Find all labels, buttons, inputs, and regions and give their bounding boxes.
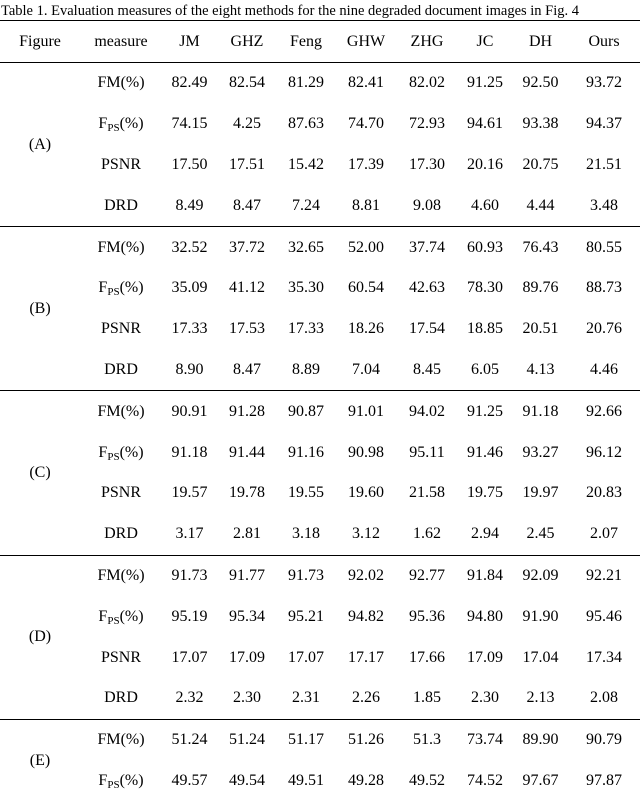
value-cell: 2.08 xyxy=(590,689,618,707)
value-cell: 17.54 xyxy=(409,320,445,338)
table-row xyxy=(0,227,640,268)
value-cell: 96.12 xyxy=(586,443,622,461)
value-cell: 60.93 xyxy=(457,227,513,268)
header-ghw: GHW xyxy=(346,32,386,50)
table-row xyxy=(0,104,640,145)
table-row xyxy=(0,678,640,719)
value-cell: 89.90 xyxy=(513,719,568,760)
table-header xyxy=(0,21,640,63)
value-cell: 91.84 xyxy=(457,555,513,596)
value-cell: 7.04 xyxy=(352,360,380,378)
value-cell: 2.31 xyxy=(292,689,320,707)
value-cell: 2.94 xyxy=(471,525,499,543)
value-cell: 82.41 xyxy=(335,63,397,104)
value-cell: 94.80 xyxy=(467,607,503,625)
value-cell: 19.60 xyxy=(348,484,384,502)
value-cell: 17.09 xyxy=(467,648,503,666)
value-cell: 94.02 xyxy=(397,391,457,432)
value-cell: 8.49 xyxy=(175,196,204,214)
value-cell: 17.51 xyxy=(229,155,265,173)
value-cell: 95.46 xyxy=(586,607,622,625)
value-cell: 92.09 xyxy=(513,555,568,596)
value-cell: 19.78 xyxy=(229,484,265,502)
value-cell: 1.85 xyxy=(413,689,441,707)
value-cell: 95.34 xyxy=(229,607,265,625)
value-cell: 91.44 xyxy=(229,443,265,461)
value-cell: 82.54 xyxy=(217,63,277,104)
figure-group xyxy=(0,227,640,391)
figure-label: (C) xyxy=(0,391,80,555)
table-row xyxy=(0,350,640,391)
header-row xyxy=(0,21,640,63)
value-cell: 4.46 xyxy=(590,360,618,378)
table-row xyxy=(0,761,640,802)
measure-label: FM(%) xyxy=(80,391,162,432)
measure-label: FM(%) xyxy=(80,63,162,104)
value-cell: 17.39 xyxy=(348,155,384,173)
value-cell: 6.05 xyxy=(471,360,499,378)
value-cell: 49.57 xyxy=(171,771,208,789)
value-cell: 82.02 xyxy=(397,63,457,104)
value-cell: 20.16 xyxy=(467,155,503,173)
value-cell: 20.75 xyxy=(522,155,559,173)
value-cell: 17.50 xyxy=(171,155,208,173)
table-row xyxy=(0,185,640,226)
value-cell: 2.45 xyxy=(526,525,555,543)
value-cell: 51.26 xyxy=(335,719,397,760)
table-row xyxy=(0,596,640,637)
value-cell: 51.24 xyxy=(217,719,277,760)
value-cell: 17.34 xyxy=(586,648,622,666)
value-cell: 87.63 xyxy=(288,115,324,133)
value-cell: 90.79 xyxy=(568,719,640,760)
figure-label: (E) xyxy=(0,719,80,801)
header-jc: JC xyxy=(476,32,494,50)
measure-subscript: PS xyxy=(107,450,120,463)
value-cell: 17.04 xyxy=(522,648,559,666)
value-cell: 92.77 xyxy=(397,555,457,596)
value-cell: 80.55 xyxy=(568,227,640,268)
measure-label xyxy=(80,761,162,802)
value-cell: 3.48 xyxy=(590,196,618,214)
value-cell: 4.25 xyxy=(233,115,261,133)
measure-label xyxy=(80,596,162,637)
value-cell: 17.30 xyxy=(409,155,445,173)
value-cell: 91.25 xyxy=(457,391,513,432)
value-cell: 91.46 xyxy=(467,443,503,461)
measure-label: PSNR xyxy=(100,155,142,173)
value-cell: 15.42 xyxy=(288,155,324,173)
value-cell: 95.19 xyxy=(171,607,208,625)
value-cell: 52.00 xyxy=(335,227,397,268)
value-cell: 93.72 xyxy=(568,63,640,104)
measure-unit: (%) xyxy=(119,443,144,461)
value-cell: 91.01 xyxy=(335,391,397,432)
measure-label: FM(%) xyxy=(80,227,162,268)
value-cell: 8.90 xyxy=(175,360,204,378)
value-cell: 81.29 xyxy=(277,63,335,104)
value-cell: 8.45 xyxy=(413,360,441,378)
value-cell: 1.62 xyxy=(413,525,441,543)
header-ours: Ours xyxy=(588,32,620,50)
figure-group xyxy=(0,63,640,227)
value-cell: 91.18 xyxy=(171,443,208,461)
measure-unit: (%) xyxy=(119,115,144,133)
value-cell: 21.51 xyxy=(586,155,622,173)
table-row xyxy=(0,555,640,596)
measure-unit: (%) xyxy=(119,607,144,625)
value-cell: 92.66 xyxy=(568,391,640,432)
results-table xyxy=(0,21,640,801)
header-zhg: ZHG xyxy=(410,32,444,50)
value-cell: 91.73 xyxy=(277,555,335,596)
measure-label: DRD xyxy=(104,196,138,214)
value-cell: 91.25 xyxy=(457,63,513,104)
value-cell: 35.30 xyxy=(288,279,324,297)
value-cell: 60.54 xyxy=(348,279,384,297)
value-cell: 78.30 xyxy=(467,279,503,297)
table-row xyxy=(0,432,640,473)
value-cell: 92.02 xyxy=(335,555,397,596)
value-cell: 91.28 xyxy=(217,391,277,432)
measure-base: F xyxy=(98,443,108,461)
value-cell: 42.63 xyxy=(409,279,445,297)
measure-subscript: PS xyxy=(107,614,120,627)
value-cell: 18.85 xyxy=(467,320,503,338)
value-cell: 2.81 xyxy=(233,525,261,543)
measure-label xyxy=(80,104,162,145)
figure-label: (B) xyxy=(0,227,80,391)
value-cell: 51.17 xyxy=(277,719,335,760)
measure-label: FM(%) xyxy=(80,555,162,596)
value-cell: 74.15 xyxy=(171,115,208,133)
table-row xyxy=(0,63,640,104)
measure-label: PSNR xyxy=(100,648,142,666)
value-cell: 82.49 xyxy=(162,63,217,104)
measure-label: PSNR xyxy=(100,484,142,502)
value-cell: 18.26 xyxy=(348,320,384,338)
value-cell: 35.09 xyxy=(171,279,208,297)
value-cell: 89.76 xyxy=(522,279,559,297)
value-cell: 72.93 xyxy=(409,115,445,133)
measure-unit: (%) xyxy=(119,771,144,789)
header-figure: Figure xyxy=(19,32,61,50)
value-cell: 95.11 xyxy=(409,443,445,461)
value-cell: 32.52 xyxy=(162,227,217,268)
measure-subscript: PS xyxy=(107,778,120,791)
figure-label: (A) xyxy=(0,63,80,227)
figure-group xyxy=(0,391,640,555)
value-cell: 37.74 xyxy=(397,227,457,268)
value-cell: 19.75 xyxy=(467,484,503,502)
measure-label xyxy=(80,432,162,473)
table-row xyxy=(0,514,640,555)
value-cell: 91.18 xyxy=(513,391,568,432)
value-cell: 2.32 xyxy=(175,689,204,707)
value-cell: 51.3 xyxy=(397,719,457,760)
measure-label: DRD xyxy=(104,525,138,543)
header-measure: measure xyxy=(94,32,148,50)
table-row xyxy=(0,637,640,678)
value-cell: 73.74 xyxy=(457,719,513,760)
value-cell: 17.09 xyxy=(229,648,265,666)
value-cell: 88.73 xyxy=(586,279,622,297)
value-cell: 3.18 xyxy=(292,525,320,543)
measure-base: F xyxy=(98,771,108,789)
value-cell: 3.12 xyxy=(352,525,380,543)
value-cell: 95.21 xyxy=(288,607,324,625)
value-cell: 20.76 xyxy=(586,320,622,338)
measure-base: F xyxy=(98,115,108,133)
value-cell: 17.07 xyxy=(288,648,324,666)
figure-label: (D) xyxy=(0,555,80,719)
table-row xyxy=(0,719,640,760)
value-cell: 91.73 xyxy=(162,555,217,596)
value-cell: 94.82 xyxy=(348,607,384,625)
value-cell: 91.77 xyxy=(217,555,277,596)
value-cell: 94.37 xyxy=(586,115,622,133)
value-cell: 19.57 xyxy=(171,484,208,502)
value-cell: 49.54 xyxy=(229,771,265,789)
value-cell: 17.33 xyxy=(171,320,208,338)
value-cell: 97.87 xyxy=(586,771,622,789)
value-cell: 93.38 xyxy=(522,115,559,133)
value-cell: 94.61 xyxy=(467,115,503,133)
header-jm: JM xyxy=(179,32,200,50)
table-caption: Table 1. Evaluation measures of the eight methods for the nine degraded document images in Fig. 4 xyxy=(1,3,580,19)
value-cell: 17.33 xyxy=(288,320,324,338)
value-cell: 2.30 xyxy=(233,689,261,707)
value-cell: 97.67 xyxy=(522,771,559,789)
value-cell: 51.24 xyxy=(162,719,217,760)
value-cell: 90.98 xyxy=(348,443,384,461)
value-cell: 49.51 xyxy=(288,771,324,789)
value-cell: 8.89 xyxy=(292,360,320,378)
value-cell: 76.43 xyxy=(513,227,568,268)
measure-label: PSNR xyxy=(100,320,142,338)
value-cell: 74.52 xyxy=(467,771,503,789)
value-cell: 21.58 xyxy=(409,484,445,502)
value-cell: 4.44 xyxy=(526,196,555,214)
figure-group xyxy=(0,719,640,801)
header-ghz: GHZ xyxy=(230,32,264,50)
value-cell: 90.87 xyxy=(277,391,335,432)
value-cell: 9.08 xyxy=(413,196,441,214)
measure-base: F xyxy=(98,607,108,625)
measure-label xyxy=(80,268,162,309)
value-cell: 74.70 xyxy=(348,115,384,133)
value-cell: 91.90 xyxy=(522,607,559,625)
value-cell: 19.55 xyxy=(288,484,324,502)
value-cell: 49.52 xyxy=(409,771,445,789)
measure-base: F xyxy=(98,279,108,297)
measure-label: FM(%) xyxy=(80,719,162,760)
table-row xyxy=(0,473,640,514)
table-row xyxy=(0,391,640,432)
measure-subscript: PS xyxy=(107,286,120,299)
table-row xyxy=(0,145,640,186)
table-row xyxy=(0,309,640,350)
header-dh: DH xyxy=(528,32,553,50)
figure-group xyxy=(0,555,640,719)
header-feng: Feng xyxy=(290,32,322,50)
value-cell: 2.30 xyxy=(471,689,499,707)
value-cell: 8.47 xyxy=(233,360,261,378)
value-cell: 41.12 xyxy=(229,279,265,297)
value-cell: 92.21 xyxy=(568,555,640,596)
value-cell: 17.07 xyxy=(171,648,208,666)
value-cell: 17.17 xyxy=(348,648,384,666)
measure-unit: (%) xyxy=(119,279,144,297)
value-cell: 93.27 xyxy=(522,443,559,461)
value-cell: 20.51 xyxy=(522,320,559,338)
value-cell: 91.16 xyxy=(288,443,324,461)
value-cell: 17.53 xyxy=(229,320,265,338)
value-cell: 2.26 xyxy=(352,689,380,707)
measure-label: DRD xyxy=(104,689,138,707)
value-cell: 95.36 xyxy=(409,607,445,625)
table-row xyxy=(0,268,640,309)
value-cell: 90.91 xyxy=(162,391,217,432)
value-cell: 20.83 xyxy=(586,484,622,502)
value-cell: 2.07 xyxy=(590,525,618,543)
value-cell: 4.60 xyxy=(471,196,499,214)
value-cell: 49.28 xyxy=(348,771,384,789)
value-cell: 92.50 xyxy=(513,63,568,104)
measure-label: DRD xyxy=(104,360,138,378)
value-cell: 7.24 xyxy=(292,196,320,214)
measure-subscript: PS xyxy=(107,122,120,135)
value-cell: 32.65 xyxy=(277,227,335,268)
value-cell: 19.97 xyxy=(522,484,559,502)
value-cell: 17.66 xyxy=(409,648,445,666)
value-cell: 37.72 xyxy=(217,227,277,268)
value-cell: 8.81 xyxy=(352,196,380,214)
value-cell: 2.13 xyxy=(526,689,555,707)
value-cell: 4.13 xyxy=(526,360,555,378)
value-cell: 3.17 xyxy=(175,525,204,543)
value-cell: 8.47 xyxy=(233,196,261,214)
